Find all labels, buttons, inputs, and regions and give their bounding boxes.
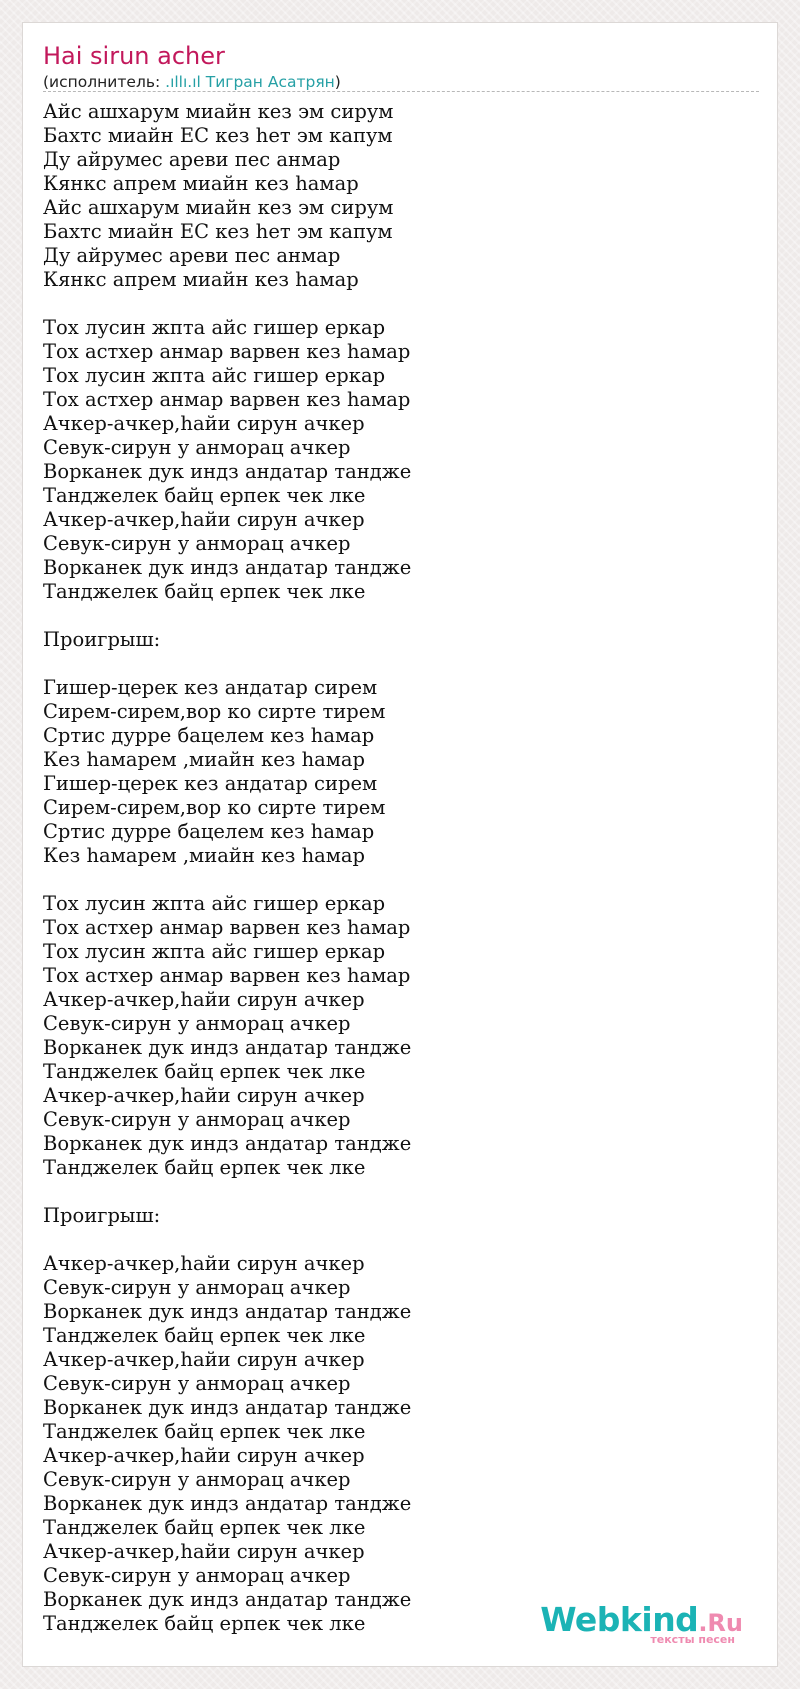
lyric-line: Ворканек дук индз андатар тандже [43,1036,412,1059]
lyric-line: Ворканек дук индз андатар тандже [43,460,412,483]
lyric-line: Танджелек байц ерпек чек лке [43,1420,366,1443]
lyric-line: Танджелек байц ерпек чек лке [43,1516,366,1539]
logo-tld: .Ru [698,1609,743,1637]
lyrics-blank-line [43,1228,759,1252]
lyrics-blank-line [43,652,759,676]
logo-tagline: тексты песен [650,1633,735,1646]
lyrics-text [43,100,759,1636]
lyric-line: Тох астхер анмар варвен кез hамар [43,340,411,363]
lyric-line: Проигрыш: [43,1204,161,1227]
lyric-line: Ворканек дук индз андатар тандже [43,1396,412,1419]
lyric-line: Тох астхер анмар варвен кез hамар [43,964,411,987]
lyric-line: Бахтс миайн ЕС кез hет эм капум [43,220,393,243]
lyric-line: Тох лусин жпта айс гишер еркар [43,316,386,339]
lyric-line: Бахтс миайн ЕС кез hет эм капум [43,124,393,147]
lyric-line: Сртис дурре бацелем кез hамар [43,724,375,747]
lyric-line: Севук-сирун у анморац ачкер [43,1276,351,1299]
lyric-line: Танджелек байц ерпек чек лке [43,1324,366,1347]
lyric-line: Севук-сирун у анморац ачкер [43,1012,351,1035]
artist-line [43,72,341,92]
lyric-line: Кез hамарем ,миайн кез hамар [43,748,366,771]
lyric-line: Тох лусин жпта айс гишер еркар [43,892,386,915]
lyric-line: Ворканек дук индз андатар тандже [43,556,412,579]
lyric-line: Кянкс апрем миайн кез hамар [43,268,359,291]
lyric-line: Ворканек дук индз андатар тандже [43,1588,412,1611]
lyric-line: Сирем-сирем,вор ко сирте тирем [43,700,386,723]
lyric-line: Севук-сирун у анморац ачкер [43,1108,351,1131]
lyrics-blank-line [43,292,759,316]
song-title: Hai sirun acher [43,42,225,70]
lyric-line: Ачкер-ачкер,hайи сирун ачкер [43,1084,365,1107]
lyric-line: Тох лусин жпта айс гишер еркар [43,364,386,387]
lyric-line: Танджелек байц ерпек чек лке [43,1060,366,1083]
lyric-line: Сирем-сирем,вор ко сирте тирем [43,796,386,819]
lyric-line: Севук-сирун у анморац ачкер [43,1564,351,1587]
lyric-line: Ду айрумес ареви пес анмар [43,148,341,171]
logo-name: Webkind [540,1600,699,1639]
lyrics-blank-line [43,604,759,628]
lyric-line: Кез hамарем ,миайн кез hамар [43,844,366,867]
lyric-line: Ачкер-ачкер,hайи сирун ачкер [43,988,365,1011]
lyric-line: Севук-сирун у анморац ачкер [43,532,351,555]
lyric-line: Проигрыш: [43,628,161,651]
lyric-line: Танджелек байц ерпек чек лке [43,1156,366,1179]
lyric-line: Айс ашхарум миайн кез эм сирум [43,100,394,123]
lyrics-blank-line [43,868,759,892]
lyric-line: Тох астхер анмар варвен кез hамар [43,916,411,939]
lyric-line: Ачкер-ачкер,hайи сирун ачкер [43,1444,365,1467]
lyric-line: Танджелек байц ерпек чек лке [43,1612,366,1635]
lyric-line: Ворканек дук индз андатар тандже [43,1300,412,1323]
lyric-line: Кянкс апрем миайн кез hамар [43,172,359,195]
lyric-line: Ачкер-ачкер,hайи сирун ачкер [43,412,365,435]
artist-prefix: (исполнитель: [43,73,166,91]
lyric-line: Ду айрумес ареви пес анмар [43,244,341,267]
lyric-line: Ворканек дук индз андатар тандже [43,1132,412,1155]
lyric-line: Тох лусин жпта айс гишер еркар [43,940,386,963]
lyrics-blank-line [43,1180,759,1204]
lyric-line: Ачкер-ачкер,hайи сирун ачкер [43,1540,365,1563]
lyric-line: Ачкер-ачкер,hайи сирун ачкер [43,508,365,531]
lyric-line: Гишер-церек кез андатар сирем [43,772,378,795]
lyric-line: Ачкер-ачкер,hайи сирун ачкер [43,1348,365,1371]
lyric-line: Танджелек байц ерпек чек лке [43,484,366,507]
artist-suffix: ) [334,73,341,91]
lyric-line: Сртис дурре бацелем кез hамар [43,820,375,843]
lyric-line: Тох астхер анмар варвен кез hамар [43,388,411,411]
lyric-line: Севук-сирун у анморац ачкер [43,436,351,459]
lyrics-card [22,22,778,1667]
lyric-line: Севук-сирун у анморац ачкер [43,1468,351,1491]
lyric-line: Севук-сирун у анморац ачкер [43,1372,351,1395]
lyric-line: Ворканек дук индз андатар тандже [43,1492,412,1515]
title-divider [43,91,759,92]
lyric-line: Танджелек байц ерпек чек лке [43,580,366,603]
artist-link[interactable]: .ıllı.ıl Тигран Асатрян [165,73,335,91]
site-logo[interactable] [540,1602,743,1646]
lyric-line: Гишер-церек кез андатар сирем [43,676,378,699]
lyric-line: Ачкер-ачкер,hайи сирун ачкер [43,1252,365,1275]
lyric-line: Айс ашхарум миайн кез эм сирум [43,196,394,219]
